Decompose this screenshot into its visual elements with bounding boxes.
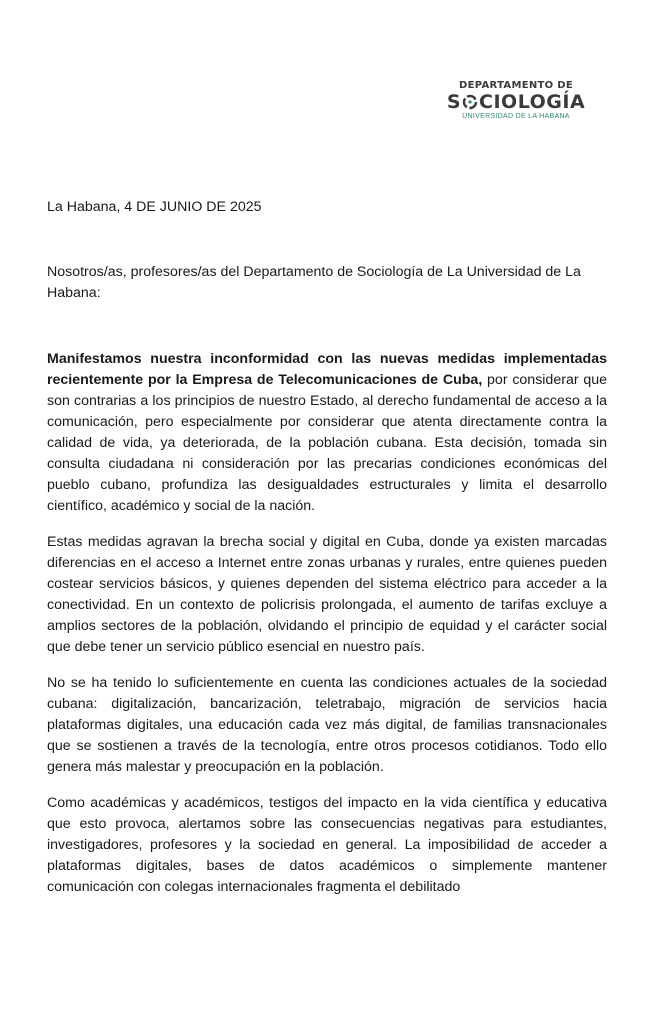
- paragraph-1: [47, 349, 607, 517]
- logo-title-suffix: CIOLOGÍA: [479, 91, 586, 113]
- letter-body: [47, 349, 607, 913]
- logo-circle-icon: [462, 94, 478, 110]
- logo-department-label: DEPARTAMENTO DE: [459, 80, 573, 91]
- salutation-text: Nosotros/as, profesores/as del Departamento de Sociología de La Universidad de La Habana:: [47, 264, 581, 301]
- logo-title: [436, 92, 596, 112]
- logo-university-label: UNIVERSIDAD DE LA HABANA: [462, 113, 570, 120]
- logo-title-prefix: S: [446, 91, 462, 113]
- paragraph-3: No se ha tenido lo suficientemente en cuenta las condiciones actuales de la sociedad cubana: digitalización, bancarización, teletrabajo, migración de servicios hacia plataformas digitales, una educación cada vez más digital, de familias transnacionales que se sostienen a través de la tecnología, entre otros procesos cotidianos. Todo ello genera más malestar y preocupación en la población.: [47, 675, 607, 775]
- paragraph-4: Como académicas y académicos, testigos del impacto en la vida científica y educativa que esto provoca, alertamos sobre las consecuencias negativas para estudiantes, investigadores, profesores y la sociedad en general. La imposibilidad de acceder a plataformas digitales, bases de datos académicos o simplemente mantener comunicación con colegas internacionales fragmenta el debilitado: [47, 795, 607, 895]
- paragraph-1-rest: por considerar que son contrarias a los principios de nuestro Estado, al derecho fundamental de acceso a la comunicación, pero especialmente por considerar que atenta directamente contra la calidad de vida, ya deteriorada, de la población cubana. Esta decisión, tomada sin consulta ciudadana ni consideración por las precarias condiciones económicas del pueblo cubano, profundiza las desigualdades estructurales y limita el desarrollo científico, académico y social de la nación.: [47, 372, 607, 514]
- letter-date: La Habana, 4 DE JUNIO DE 2025: [47, 199, 262, 215]
- letter-salutation: [47, 262, 607, 304]
- department-logo: [436, 80, 596, 121]
- paragraph-2: Estas medidas agravan la brecha social y digital en Cuba, donde ya existen marcadas diferencias en el acceso a Internet entre zonas urbanas y rurales, entre quienes pueden costear servicios básicos, y quienes dependen del sistema eléctrico para acceder a la conectividad. En un contexto de policrisis prolongada, el aumento de tarifas excluye a amplios sectores de la población, olvidando el principio de equidad y el carácter social que debe tener un servicio público esencial en nuestro país.: [47, 534, 607, 655]
- paragraph-1-bold: Manifestamos nuestra inconformidad con las nuevas medidas implementadas recientemente por la Empresa de Telecomunicaciones de Cuba,: [47, 351, 607, 388]
